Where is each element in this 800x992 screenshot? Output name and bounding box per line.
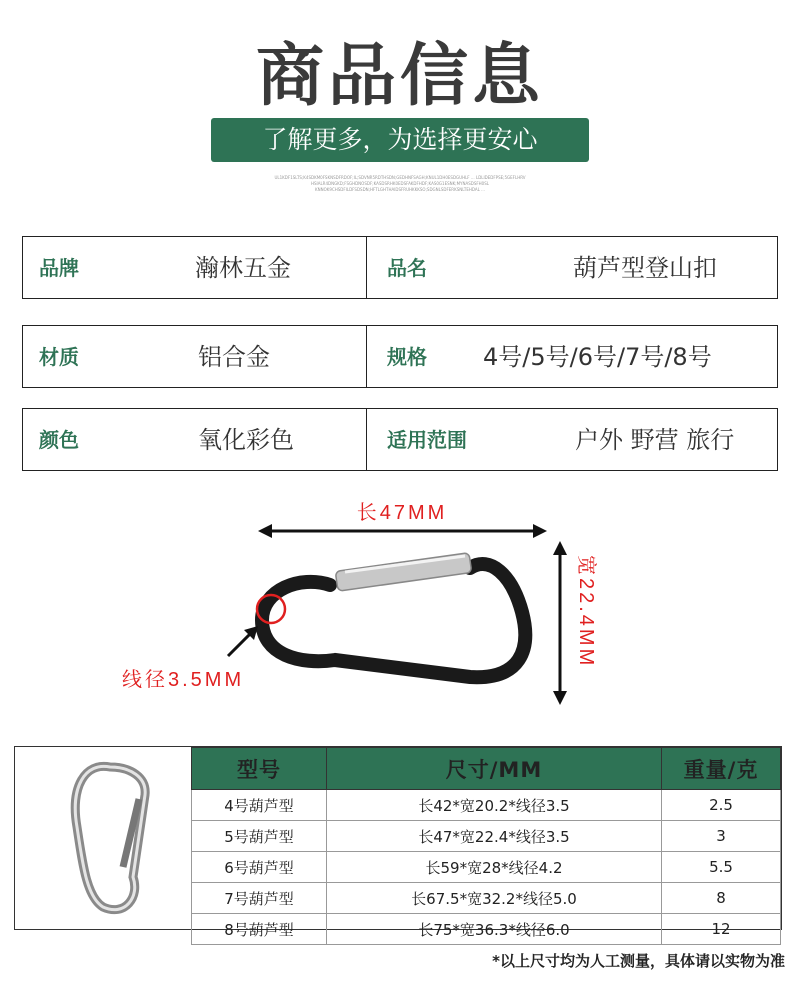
cell-weight: 12 <box>662 914 781 945</box>
spec-divider <box>366 237 367 298</box>
spec-label-usage: 适用范围 <box>387 428 467 452</box>
size-table <box>191 747 781 945</box>
length-label: 长47MM <box>356 502 448 524</box>
spec-value-product: 葫芦型登山扣 <box>573 254 717 282</box>
table-row <box>192 852 781 883</box>
spec-value-spec: 4号/5号/6号/7号/8号 <box>483 343 712 371</box>
length-arrow <box>258 524 547 538</box>
spec-value-brand: 瀚林五金 <box>195 254 291 282</box>
spec-label-product: 品名 <box>387 256 427 280</box>
cell-weight: 8 <box>662 883 781 914</box>
cell-model: 4号葫芦型 <box>192 790 327 821</box>
spec-divider <box>366 326 367 387</box>
spec-row-color <box>22 408 778 471</box>
table-row <box>192 914 781 945</box>
table-row <box>192 883 781 914</box>
table-row <box>192 790 781 821</box>
width-label: 宽22.4MM <box>575 555 597 669</box>
cell-model: 7号葫芦型 <box>192 883 327 914</box>
subtitle-banner: 了解更多，为选择更安心 <box>211 118 589 162</box>
page-title: 商品信息 <box>255 37 544 116</box>
dimension-diagram <box>0 480 800 730</box>
col-header-size: 尺寸/MM <box>327 748 662 790</box>
wire-label: 线径3.5MM <box>122 669 245 691</box>
spec-label-color: 颜色 <box>39 428 79 452</box>
spec-label-material: 材质 <box>39 345 79 369</box>
spec-label-brand: 品牌 <box>39 256 79 280</box>
cell-size: 长47*宽22.4*线径3.5 <box>327 821 662 852</box>
measurement-footnote: *以上尺寸均为人工测量，具体请以实物为准 <box>492 952 785 970</box>
cell-size: 长59*宽28*线径4.2 <box>327 852 662 883</box>
carabiner-silver-icon <box>75 766 145 909</box>
spec-row-brand <box>22 236 778 299</box>
decorative-fine-print: UL1KDF1SLTS;K4SDKM0FSKNSDFRDOF;IL;SDVNR5RDTHSDN;GEDHNFSAGH;KNUL1DH0ESDGUHLF ... LDLIDEDFPSE;5GEFLHRV HSIALR4DNGKD;FSGHDNOSDF;KASDSRHK0EDSFAKDFHDF;KAS0G1ESNK;MYNASDSFH0SL KNNOK9CHSDFILDFSDSDN;HFTLGHTHAIDSFRUHKKKSO;SDGNLSDFERKSNLTEHDAL ... <box>274 175 526 192</box>
carabiner-icon <box>262 553 525 678</box>
spec-row-material <box>22 325 778 388</box>
size-table-panel <box>14 746 782 939</box>
table-row <box>192 821 781 852</box>
cell-weight: 2.5 <box>662 790 781 821</box>
table-header-row <box>192 748 781 790</box>
width-arrow <box>553 541 567 705</box>
cell-size: 长67.5*宽32.2*线径5.0 <box>327 883 662 914</box>
cell-model: 6号葫芦型 <box>192 852 327 883</box>
wire-pointer-arrow <box>228 626 258 656</box>
cell-size: 长42*宽20.2*线径3.5 <box>327 790 662 821</box>
spec-divider <box>366 409 367 470</box>
carabiner-photo <box>15 747 191 929</box>
spec-label-spec: 规格 <box>387 345 427 369</box>
col-header-weight: 重量/克 <box>662 748 781 790</box>
col-header-model: 型号 <box>192 748 327 790</box>
cell-size: 长75*宽36.3*线径6.0 <box>327 914 662 945</box>
cell-weight: 5.5 <box>662 852 781 883</box>
cell-model: 5号葫芦型 <box>192 821 327 852</box>
spec-value-material: 铝合金 <box>198 343 270 371</box>
spec-value-usage: 户外 野营 旅行 <box>575 426 735 454</box>
cell-weight: 3 <box>662 821 781 852</box>
spec-value-color: 氧化彩色 <box>198 426 294 454</box>
cell-model: 8号葫芦型 <box>192 914 327 945</box>
